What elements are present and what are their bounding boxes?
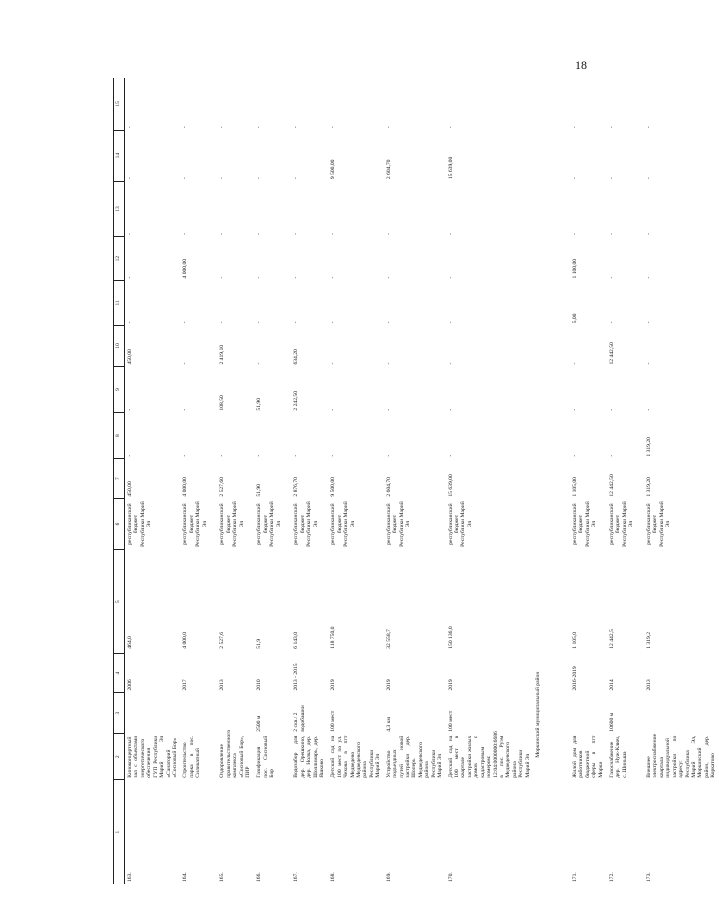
amount-cell-col-14: - [646, 177, 653, 180]
capacity-cell [217, 693, 254, 734]
amount-cell-col-12: - [127, 276, 133, 279]
row-number-cell: 173. [646, 872, 653, 882]
amount-cell-col-9: - [330, 408, 337, 411]
amount-cell-col-7: 2 604,70 [385, 477, 392, 497]
estimated-cost-cell: 1 105,0 [572, 631, 579, 649]
amount-cell-col-10: - [256, 362, 263, 365]
amount-cell-col-12: - [447, 276, 454, 279]
year-cell: 2019 [330, 679, 337, 691]
table-row [644, 78, 719, 884]
rotated-table-container [113, 78, 717, 884]
amount-cell-col-13: - [572, 232, 579, 235]
capacity-cell: 2 скв./ 2 водобашни [293, 705, 306, 732]
estimated-cost-cell: 4 000,0 [182, 631, 189, 649]
estimated-cost-cell: 150 136,0 [447, 626, 454, 649]
amount-cell-col-15: - [182, 126, 189, 129]
capacity-cell: 2500 м [256, 715, 263, 732]
year-cell: 2013 - 2015 [293, 663, 300, 691]
amount-cell-col-12: 1 100,00 [572, 258, 579, 279]
amount-cell-col-15: - [385, 126, 392, 129]
amount-cell-col-15: - [127, 126, 133, 129]
amount-cell-col-12: - [385, 276, 392, 279]
object-name-cell: Внешнее электроснабжение квартала индивидуальной застройки по адресу: Республика Марий Эл, Моркинский район, дер. Коркатово [646, 733, 717, 778]
amount-cell-col-15: - [330, 126, 337, 129]
amount-cell-col-12: - [330, 276, 337, 279]
header-cell: 1 [114, 780, 125, 884]
object-name-cell: Водозабор для дер. Орешкино, дер. Нолка, дер. Шоллимарь, дер. Яшково [293, 735, 326, 778]
year-cell: 2019 [447, 679, 454, 691]
amount-cell-col-8: - [572, 454, 579, 457]
row-number-cell: 170. [447, 872, 454, 882]
amount-cell-col-10: - [182, 362, 189, 365]
amount-cell-col-15: - [256, 126, 263, 129]
estimated-cost-cell: 2 527,6 [219, 631, 226, 649]
header-cell: 13 [114, 181, 125, 237]
amount-cell-col-13: - [330, 232, 337, 235]
funding-source-cell: республиканский бюджет Республики Марий Эл [447, 501, 473, 547]
amount-cell-col-9: 51,90 [256, 397, 263, 411]
funding-source-cell: республиканский бюджет Республики Марий Эл [127, 501, 153, 547]
amount-cell-col-7: 1 319,20 [646, 477, 653, 497]
capacity-cell [644, 693, 719, 734]
year-cell: 2017 [182, 679, 189, 691]
table-row [384, 78, 446, 884]
row-number-cell: 169. [385, 872, 392, 882]
amount-cell-col-15: - [572, 126, 579, 129]
amount-cell-col-13: - [127, 232, 133, 235]
amount-cell-col-10: - [572, 362, 579, 365]
object-name-cell: Детский сад на 100 мест в квартале застройки жилых домов с кадастровым номером: 12:04:0000000:6686 в пос. Руэм Медведевского района Республики Марий Эл [447, 731, 531, 778]
header-cell: 7 [114, 459, 125, 499]
row-number-cell: 171. [572, 872, 579, 882]
funding-source-cell: республиканский бюджет Республики Марий Эл [293, 501, 319, 547]
estimated-cost-cell: 1 319,2 [646, 631, 653, 649]
amount-cell-col-11: - [447, 321, 454, 324]
header-cell: 10 [114, 325, 125, 366]
amount-cell-col-7: 12 442,50 [609, 474, 616, 497]
funding-source-cell: республиканский бюджет Республики Марий Эл [330, 501, 356, 547]
year-cell: 2019 [385, 679, 392, 691]
table-row [291, 78, 328, 884]
table-row [180, 78, 217, 884]
amount-cell-col-11: - [293, 321, 300, 324]
amount-cell-col-13: - [609, 232, 616, 235]
amount-cell-col-12: - [293, 276, 300, 279]
amount-cell-col-10: - [330, 362, 337, 365]
object-name-cell: Жилой дом для работников бюджетной сферы в пгт Морки [572, 735, 604, 778]
object-name-cell: Киноконцертный зал с объектами энергетического обеспечения ГУП Республики Марий Эл «Санаторий «Сосновый Бор» [127, 735, 178, 778]
object-name-cell: Газоснабжение дер. Нуж-Ключ, с. Шиньша [609, 735, 628, 778]
amount-cell-col-9: - [447, 408, 454, 411]
amount-cell-col-11: - [385, 321, 392, 324]
amount-cell-col-8: - [330, 454, 337, 457]
year-cell: 2013 [219, 679, 226, 691]
amount-cell-col-14: 15 639,00 [447, 156, 454, 180]
capacity-cell: 10600 м [609, 712, 616, 732]
amount-cell-col-13: - [256, 232, 263, 235]
capacity-cell: 100 мест [330, 710, 337, 732]
row-number-cell: 167. [293, 872, 300, 882]
header-cell: 4 [114, 654, 125, 693]
amount-cell-col-7: 2 876,70 [293, 477, 300, 497]
amount-cell-col-14: 2 604,70 [385, 159, 392, 180]
capacity-cell [125, 693, 181, 734]
capacity-cell: 4,3 км [385, 717, 392, 732]
year-cell: 2006 [127, 679, 133, 691]
estimated-cost-cell: 51,9 [256, 638, 263, 649]
amount-cell-col-13: - [293, 232, 300, 235]
amount-cell-col-12: - [256, 276, 263, 279]
header-cell: 14 [114, 130, 125, 181]
amount-cell-col-8: - [256, 454, 263, 457]
funding-source-cell: республиканский бюджет Республики Марий Эл [385, 501, 412, 547]
table-body [125, 78, 719, 884]
amount-cell-col-14: - [256, 177, 263, 180]
header-cell: 6 [114, 499, 125, 550]
amount-cell-col-8: - [127, 454, 133, 457]
amount-cell-col-15: - [219, 126, 226, 129]
capacity-cell [180, 693, 217, 734]
year-cell: 2014 [609, 679, 616, 691]
amount-cell-col-13: - [447, 232, 454, 235]
amount-cell-col-13: - [219, 232, 226, 235]
amount-cell-col-8: - [219, 454, 226, 457]
district-heading-row [533, 78, 570, 884]
amount-cell-col-9: - [127, 408, 133, 411]
amount-cell-col-14: - [572, 177, 579, 180]
table-row [125, 78, 181, 884]
estimated-cost-cell: 464,0 [127, 636, 133, 649]
amount-cell-col-12: 4 000,00 [182, 258, 189, 279]
amount-cell-col-8: - [447, 454, 454, 457]
header-cell: 11 [114, 280, 125, 325]
amount-cell-col-9: 108,50 [219, 395, 226, 411]
year-cell: 2013 [646, 679, 653, 691]
district-heading: Моркинский муниципальный район [535, 671, 542, 758]
header-cell: 15 [114, 78, 125, 130]
header-cell: 3 [114, 693, 125, 734]
amount-cell-col-11: - [219, 321, 226, 324]
amount-cell-col-10: 12 442,50 [609, 342, 616, 365]
year-cell: 2010 [256, 679, 263, 691]
estimated-cost-cell: 6 143,0 [293, 631, 300, 649]
amount-cell-col-14: - [219, 177, 226, 180]
header-cell: 9 [114, 367, 125, 413]
amount-cell-col-14: - [609, 177, 616, 180]
funding-source-cell: республиканский бюджет Республики Марий Эл [572, 501, 598, 547]
header-cell: 8 [114, 413, 125, 459]
amount-cell-col-8: - [609, 454, 616, 457]
amount-cell-col-15: - [447, 126, 454, 129]
amount-cell-col-9: - [646, 408, 653, 411]
header-cell: 12 [114, 237, 125, 281]
amount-cell-col-10: 634,20 [293, 349, 300, 365]
table-row [217, 78, 254, 884]
amount-cell-col-14: - [182, 177, 189, 180]
row-number-cell: 164. [182, 872, 189, 882]
amount-cell-col-8: - [385, 454, 392, 457]
amount-cell-col-13: - [385, 232, 392, 235]
amount-cell-col-10: 450,00 [127, 349, 133, 365]
table-row [570, 78, 607, 884]
amount-cell-col-10: - [385, 362, 392, 365]
row-number-cell [533, 780, 570, 884]
amount-cell-col-11: - [609, 321, 616, 324]
amount-cell-col-9: 2 242,50 [293, 391, 300, 411]
amount-cell-col-7: 1 105,00 [572, 477, 579, 497]
amount-cell-col-9: - [572, 408, 579, 411]
amount-cell-col-7: 2 527,60 [219, 477, 226, 497]
funding-source-cell: республиканский бюджет Республики Марий Эл [182, 501, 208, 547]
amount-cell-col-11: - [256, 321, 263, 324]
amount-cell-col-10: - [447, 362, 454, 365]
table-row [254, 78, 291, 884]
object-name-cell: Строительство парка в пос. Силикатный [182, 735, 202, 778]
funding-source-cell: республиканский бюджет Республики Марий Эл [646, 501, 672, 547]
amount-cell-col-9: - [609, 408, 616, 411]
object-name-cell: Газификация пос. Сосновый Бор [256, 735, 276, 778]
amount-cell-col-10: 2 419,10 [219, 344, 226, 365]
amount-cell-col-7: 51,90 [256, 484, 263, 497]
page-number: 18 [575, 58, 587, 72]
amount-cell-col-13: - [182, 232, 189, 235]
table-row [446, 78, 533, 884]
amount-cell-col-8: - [182, 454, 189, 457]
table-row [607, 78, 644, 884]
amount-cell-col-11: - [127, 321, 133, 324]
row-number-cell: 166. [256, 872, 263, 882]
row-number-cell: 163. [127, 872, 133, 882]
amount-cell-col-10: - [646, 362, 653, 365]
row-number-cell: 165. [219, 872, 226, 882]
object-name-cell: Устройство подъездных путей новой застройки дер. Шоперь Медведевского района Республики Марий Эл [385, 735, 444, 778]
amount-cell-col-12: - [609, 276, 616, 279]
amount-cell-col-14: 9 500,00 [330, 159, 337, 180]
amount-cell-col-7: 9 500,00 [330, 477, 337, 497]
amount-cell-col-7: 4 000,00 [182, 477, 189, 497]
funding-source-cell: республиканский бюджет Республики Марий Эл [609, 501, 635, 547]
capacity-cell: 100 мест [447, 710, 454, 732]
amount-cell-col-15: - [609, 126, 616, 129]
amount-cell-col-14: - [127, 177, 133, 180]
funding-source-cell: республиканский бюджет Республики Марий Эл [256, 501, 282, 547]
estimated-cost-cell: 118 750,0 [330, 626, 337, 649]
amount-cell-col-11: - [330, 321, 337, 324]
amount-cell-col-13: - [646, 232, 653, 235]
amount-cell-col-12: - [219, 276, 226, 279]
objects-table [113, 78, 719, 884]
row-number-cell: 172. [609, 872, 616, 882]
amount-cell-col-8: - [293, 454, 300, 457]
amount-cell-col-7: 15 639,00 [447, 474, 454, 497]
capacity-cell [570, 693, 607, 734]
header-cell: 5 [114, 550, 125, 654]
amount-cell-col-11: - [646, 321, 653, 324]
amount-cell-col-9: - [385, 408, 392, 411]
estimated-cost-cell: 12 442,5 [609, 629, 616, 649]
amount-cell-col-12: - [646, 276, 653, 279]
row-number-cell: 168. [330, 872, 337, 882]
estimated-cost-cell: 32 558,7 [385, 629, 392, 649]
funding-source-cell: республиканский бюджет Республики Марий Эл [219, 501, 245, 547]
amount-cell-col-11: - [182, 321, 189, 324]
table-row [328, 78, 383, 884]
amount-cell-col-11: 5,00 [572, 313, 579, 324]
object-name-cell: Детский сад на 100 мест по ул. Чехова в пгт Медведево Медведевского района Республики Марий Эл [330, 735, 382, 778]
amount-cell-col-15: - [293, 126, 300, 129]
amount-cell-col-8: 1 319,20 [646, 437, 653, 457]
header-row [114, 78, 125, 884]
year-cell: 2016-2019 [572, 666, 579, 691]
amount-cell-col-15: - [646, 126, 653, 129]
amount-cell-col-7: 450,00 [127, 481, 133, 497]
amount-cell-col-9: - [182, 408, 189, 411]
header-cell: 2 [114, 734, 125, 780]
amount-cell-col-14: - [293, 177, 300, 180]
object-name-cell: Оздоровление правительственного комплекса «Сосновый Бор», ПИР [219, 729, 252, 778]
